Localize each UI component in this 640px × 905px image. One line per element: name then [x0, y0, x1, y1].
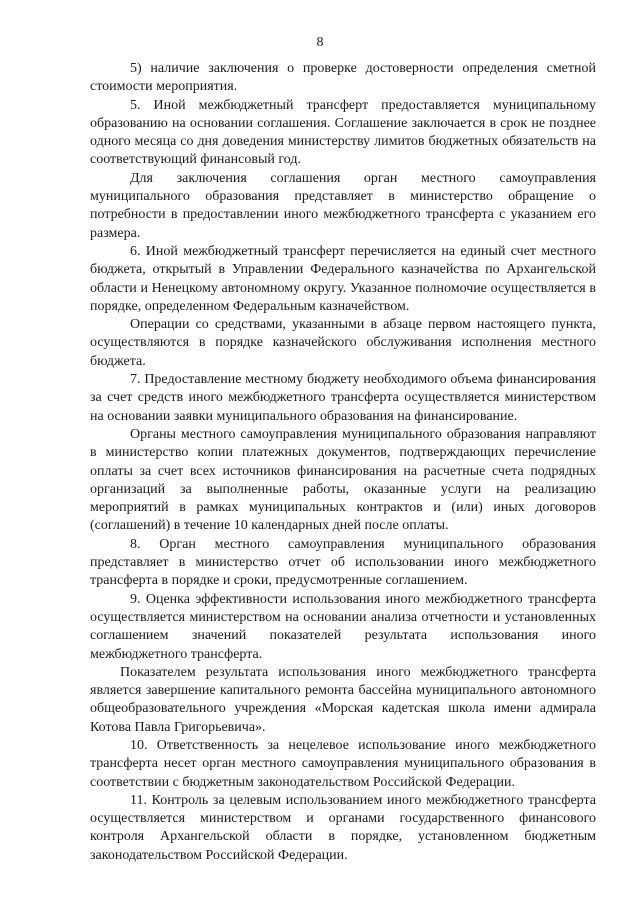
document-body	[90, 60, 596, 865]
paragraph-clause-6-operations: Операции со средствами, указанными в абзаце первом настоящего пункта, осуществляются в порядке казначейского обслуживания исполнения местного бюджета.	[90, 317, 596, 369]
paragraph-clause-9-indicator: Показателем результата использования иного межбюджетного трансферта является завершение капитального ремонта бассейна муниципального автономного общеобразовательного учреждения «Морская кадетская школа имени адмирала Котова Павла Григорьевича».	[90, 664, 596, 735]
paragraph-clause-6: 6. Иной межбюджетный трансферт перечисляется на единый счет местного бюджета, открытый в Управлении Федерального казначейства по Архангельской области и Ненецкому автономному округу. Указанное полномочие осуществляется в порядке, определенном Федеральным казначейством.	[90, 243, 596, 314]
paragraph-clause-10: 10. Ответственность за нецелевое использование иного межбюджетного трансферта несет орган местного самоуправления муниципального образования в соответствии с бюджетным законодательством Российской Федерации.	[90, 737, 596, 790]
paragraph-clause-7-documents: Органы местного самоуправления муниципального образования направляют в министерство копии платежных документов, подтверждающих перечисление оплаты за счет всех источников финансирования на расчетные счета подрядных организаций за выполненные работы, оказанные услуги на реализацию мероприятий в рамках муниципальных контрактов и (или) иных договоров (соглашений) в течение 10 календарных дней после оплаты.	[90, 426, 596, 534]
page-number: 8	[316, 35, 324, 50]
paragraph-clause-9: 9. Оценка эффективности использования иного межбюджетного трансферта осуществляется министерством на основании анализа отчетности и установленных соглашением значений показателей результата использования иного межбюджетного трансферта.	[90, 591, 596, 662]
paragraph-clause-5-request: Для заключения соглашения орган местного самоуправления муниципального образования представляет в министерство обращение о потребности в предоставлении иного межбюджетного трансферта с указанием его размера.	[90, 170, 596, 241]
paragraph-clause-8: 8. Орган местного самоуправления муниципального образования представляет в министерство отчет об использовании иного межбюджетного трансферта в порядке и сроки, предусмотренные соглашением.	[90, 536, 596, 589]
paragraph-clause-7: 7. Предоставление местному бюджету необходимого объема финансирования за счет средств иного межбюджетного трансферта осуществляется министерством на основании заявки муниципального образования на финансирование.	[90, 372, 596, 424]
paragraph-clause-5: 5. Иной межбюджетный трансферт предоставляется муниципальному образованию на основании соглашения. Соглашение заключается в срок не позднее одного месяца со дня доведения министерству лимитов бюджетных обязательств на соответствующий финансовый год.	[90, 97, 596, 168]
paragraph-clause-11: 11. Контроль за целевым использованием иного межбюджетного трансферта осуществляется министерством и органами государственного финансового контроля Архангельской области в порядке, установленном бюджетным законодательством Российской Федерации.	[90, 792, 596, 863]
paragraph-item-5-list-entry: 5) наличие заключения о проверке достоверности определения сметной стоимости мероприятия.	[90, 61, 596, 95]
